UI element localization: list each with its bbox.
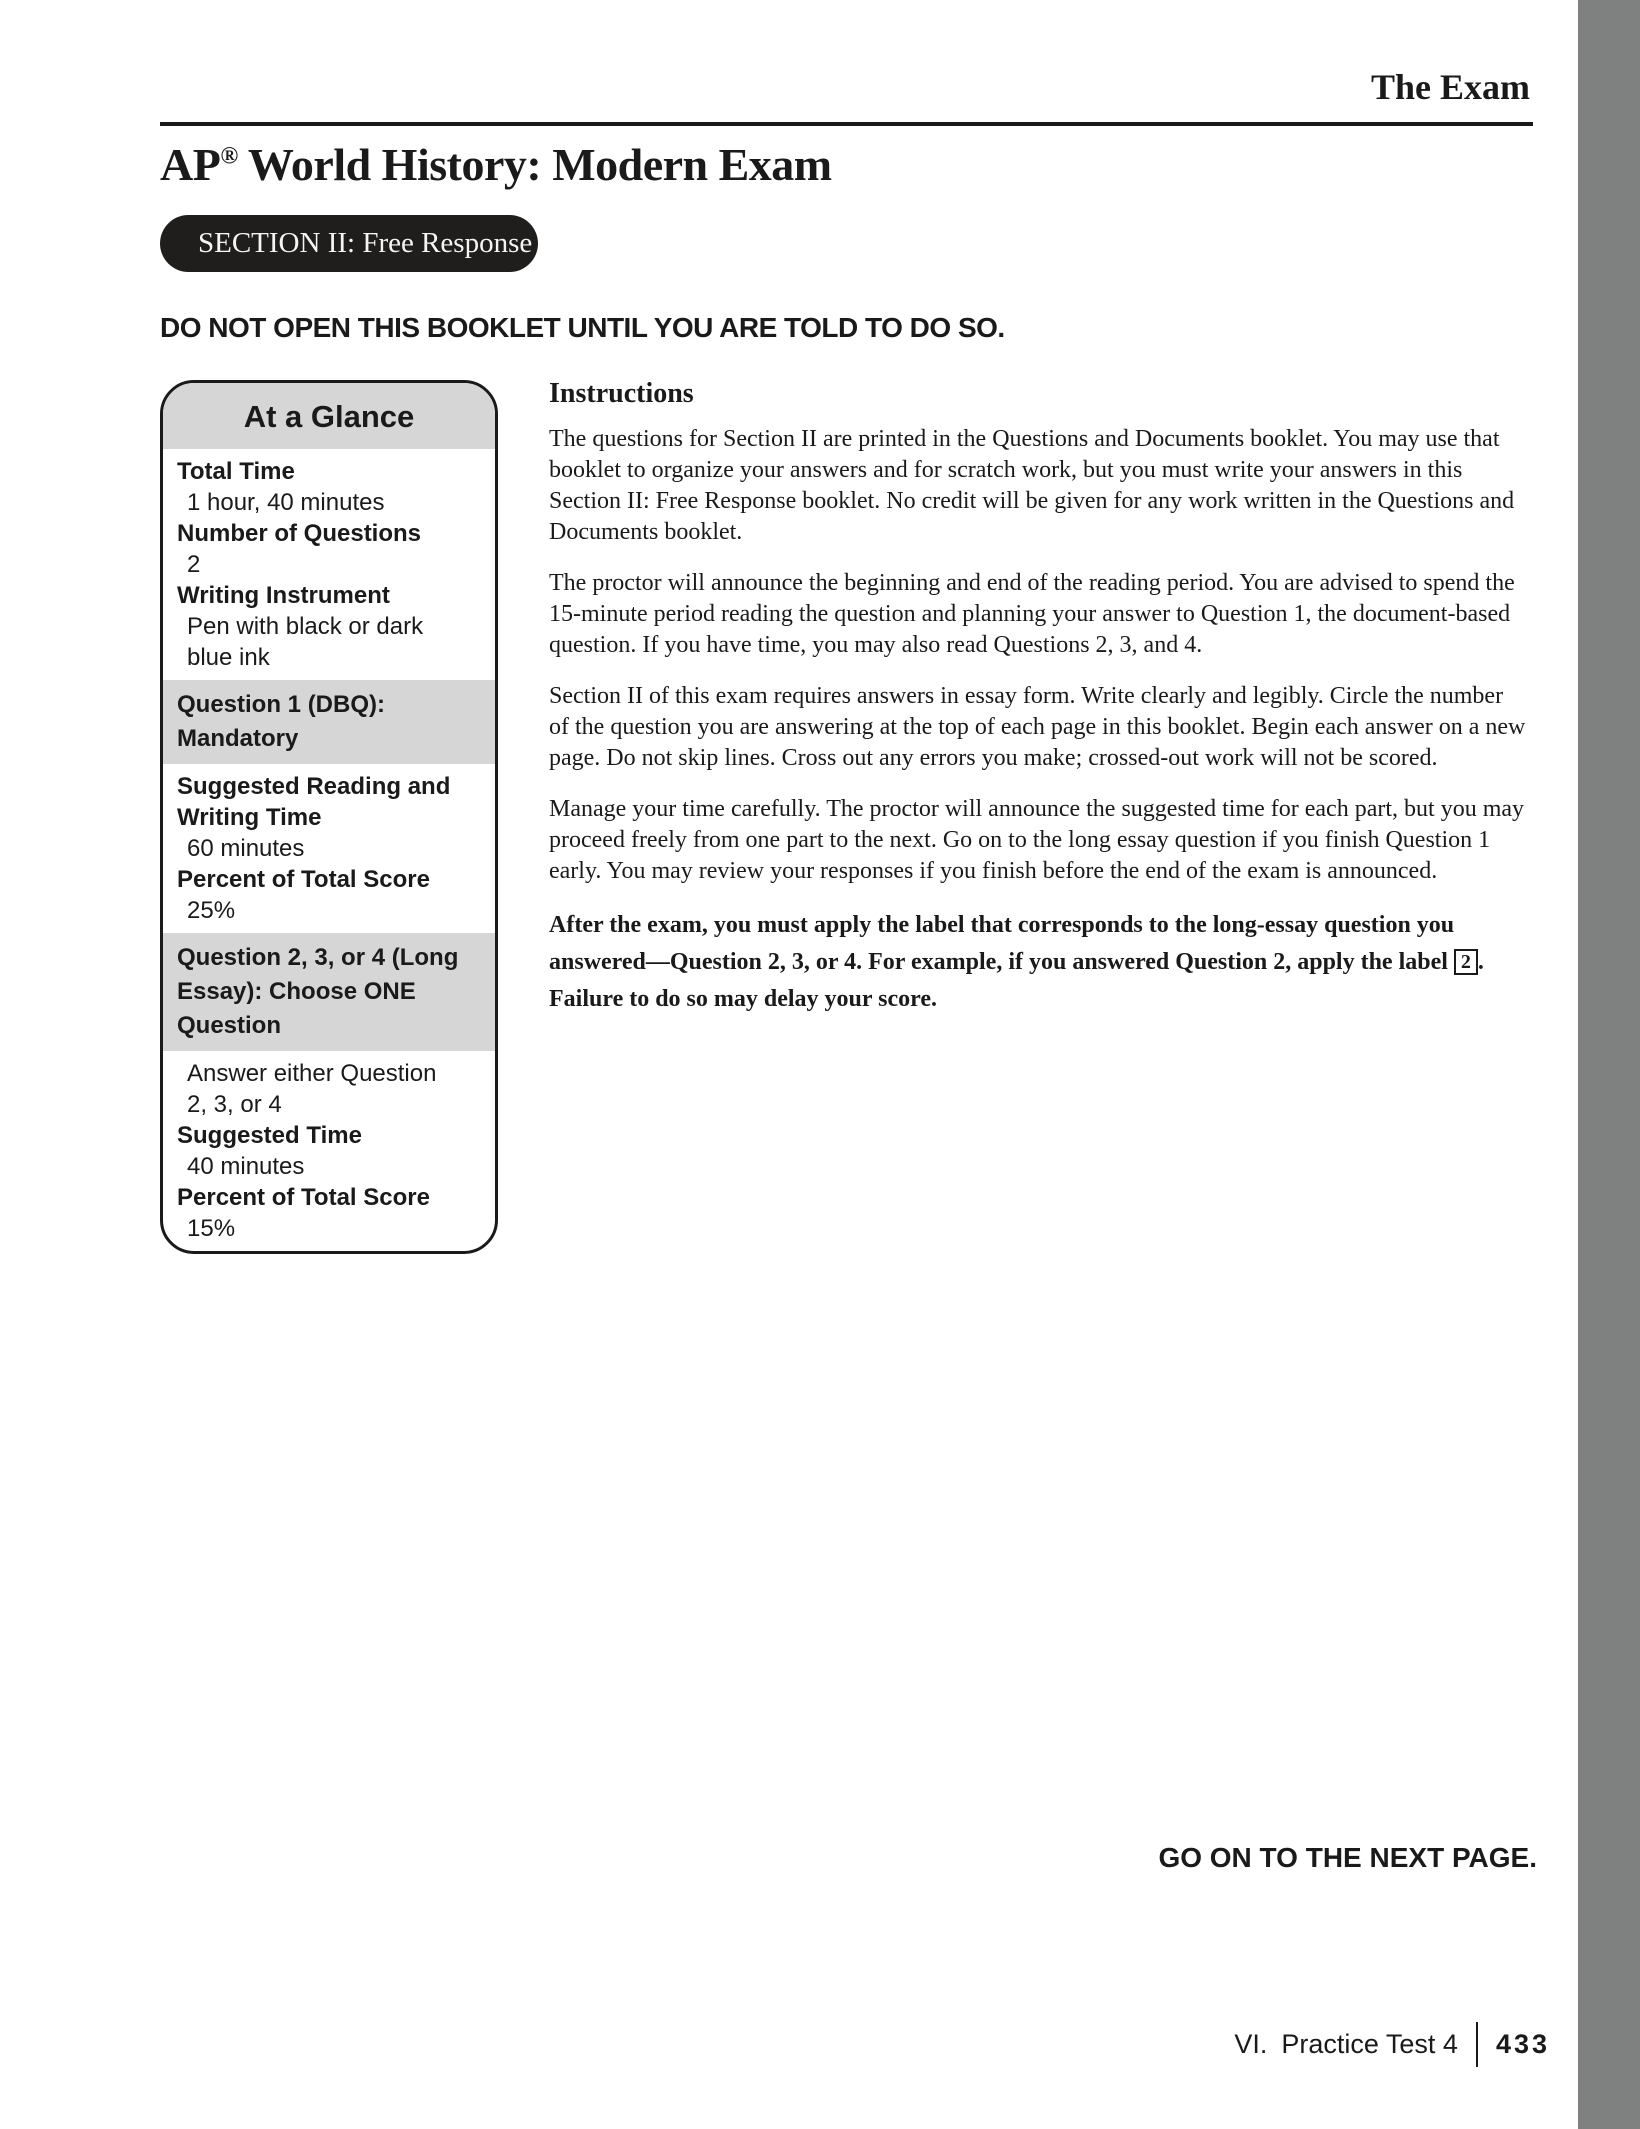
do-not-open-warning: DO NOT OPEN THIS BOOKLET UNTIL YOU ARE TOLD TO DO SO.: [160, 312, 1005, 343]
total-time-label: Total Time: [177, 458, 295, 485]
title-ap: AP: [160, 139, 221, 190]
q1-percent-label: Percent of Total Score: [177, 866, 430, 893]
at-a-glance-title: At a Glance: [163, 383, 495, 449]
number-of-questions-value: 2: [187, 551, 201, 578]
instructions-paragraph-2: The proctor will announce the beginning and end of the reading period. You are advised to spend the 15-minute period reading the question and planning your answer to Question 1, the document-based question. If you have time, you may also read Questions 2, 3, and 4.: [549, 570, 1515, 658]
writing-instrument-value: Pen with black or dark blue ink: [187, 613, 424, 671]
q1-suggested-time-label: Suggested Reading and Writing Time: [177, 773, 451, 831]
header-rule: [160, 122, 1533, 126]
writing-instrument-label: Writing Instrument: [177, 582, 390, 609]
instructions-paragraph-3: Section II of this exam requires answers in essay form. Write clearly and legibly. Circle the number of the question you are answering at the top of each page in this booklet. Begin each answer on a new page. Do not skip lines. Cross out any errors you make; crossed-out work will not be scored.: [549, 683, 1526, 771]
glance-question-234-section: [163, 1051, 495, 1251]
section-pill-label: SECTION II: Free Response: [198, 227, 533, 259]
label-warning-paragraph: [549, 907, 1529, 1018]
running-head: The Exam: [1370, 67, 1530, 107]
footer-section-number: VI.: [1234, 2029, 1268, 2059]
q1-percent-value: 25%: [187, 897, 236, 924]
instructions-heading: Instructions: [549, 378, 694, 409]
q234-answer-note: Answer either Question 2, 3, or 4: [187, 1060, 437, 1118]
bold-paragraph-text-before: After the exam, you must apply the label that corresponds to the long-essay question you answered—Question 2, 3, or 4. For example, if you answered Question 2, apply the label: [549, 912, 1455, 975]
instructions-section: [549, 378, 1529, 1018]
glance-general-section: [163, 449, 495, 680]
glance-question-1-section: [163, 764, 495, 933]
page-title: [160, 138, 832, 191]
q234-percent-value: 15%: [187, 1215, 236, 1242]
footer-divider: [1476, 2022, 1478, 2067]
q234-percent-label: Percent of Total Score: [177, 1184, 430, 1211]
go-on-next-page-notice: GO ON TO THE NEXT PAGE.: [1158, 1842, 1537, 1873]
page-footer: [1234, 2022, 1550, 2067]
footer-test-label: Practice Test 4: [1281, 2029, 1458, 2059]
footer-page-number: 433: [1495, 2029, 1550, 2059]
total-time-value: 1 hour, 40 minutes: [187, 489, 385, 516]
instructions-paragraph-4: Manage your time carefully. The proctor will announce the suggested time for each part, but you may proceed freely from one part to the next. Go on to the long essay question if you finish Question 1 early. You may review your responses if you finish before the end of the exam is announced.: [549, 796, 1525, 884]
label-2-box: 2: [1454, 949, 1478, 975]
at-a-glance-box: [160, 380, 498, 1254]
registered-trademark-symbol: ®: [220, 143, 238, 170]
number-of-questions-label: Number of Questions: [177, 520, 422, 547]
question-1-band: Question 1 (DBQ): Mandatory: [163, 680, 495, 764]
q234-suggested-time-label: Suggested Time: [177, 1122, 362, 1149]
question-234-band: Question 2, 3, or 4 (Long Essay): Choose ONE Question: [163, 933, 495, 1051]
instructions-paragraph-1: The questions for Section II are printed in the Questions and Documents booklet. You may use that booklet to organize your answers and for scratch work, but you must write your answers in this Section II: Free Response booklet. No credit will be given for any work written in the Questions and Documents booklet.: [549, 426, 1515, 545]
q234-suggested-time-value: 40 minutes: [187, 1153, 305, 1180]
title-rest: World History: Modern Exam: [237, 139, 832, 190]
page-edge-tab: [1578, 0, 1640, 2129]
bold-paragraph-text-after: . Failure to do so may delay your score.: [549, 949, 1484, 1012]
section-pill: [160, 215, 538, 272]
q1-suggested-time-value: 60 minutes: [187, 835, 305, 862]
